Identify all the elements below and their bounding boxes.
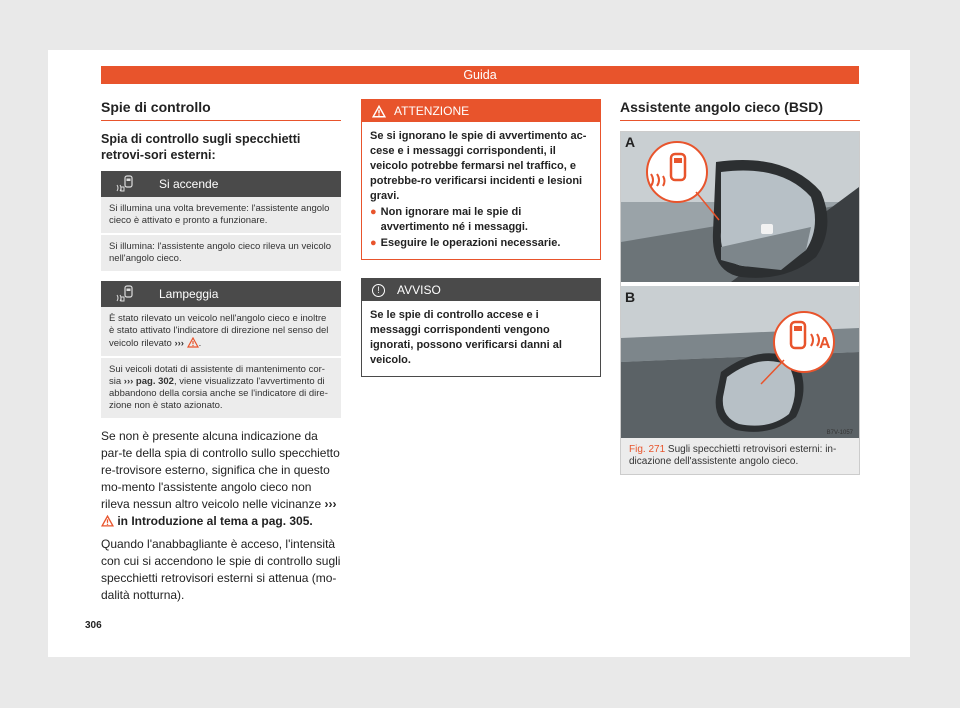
- lamp-row: Si illumina una volta brevemente: l'assistente angolo cieco è attivato e pronto a funzionare.: [101, 197, 341, 233]
- notice-title: AVVISO: [397, 283, 441, 297]
- panel-label-b: B: [625, 289, 636, 305]
- lamp-label-on: Si accende: [159, 177, 219, 191]
- intro-reference-link[interactable]: in Introduzione al tema a pag. 305.: [117, 514, 313, 528]
- figure: [620, 131, 860, 475]
- subheading: Spia di controllo sugli specchietti retrovi-sori esterni:: [101, 132, 301, 162]
- warning-text: Se si ignorano le spie di avvertimento ac-cese e i messaggi corrispondenti, il veicolo potrebbe fermarsi nel traffico, e potrebbe-ro verificarsi incidenti e lesioni gravi.: [370, 130, 587, 202]
- notice-box: [361, 278, 601, 377]
- panel-label-a: A: [625, 134, 636, 150]
- warning-body: [362, 122, 600, 259]
- list-item: ● Eseguire le operazioni necessarie.: [370, 237, 561, 249]
- column-left: [101, 99, 341, 604]
- lamp-label-blink: Lampeggia: [159, 287, 219, 301]
- page-reference-link[interactable]: ››› pag. 302: [123, 376, 174, 387]
- warning-triangle-icon: [372, 105, 386, 118]
- cross-reference[interactable]: ›››: [174, 338, 184, 349]
- blind-spot-lamp-icon: [115, 175, 135, 193]
- lamp-header-blink: [101, 281, 341, 307]
- notice-header: [362, 279, 600, 301]
- warning-box: [361, 99, 601, 260]
- list-item: ● Non ignorare mai le spie di avvertimento né i messaggi.: [370, 206, 528, 233]
- section-title: Assistente angolo cieco (BSD): [620, 99, 860, 121]
- column-middle: [361, 99, 601, 377]
- page-number: 306: [85, 620, 102, 631]
- svg-text:A: A: [819, 335, 831, 352]
- lamp-row: Si illumina: l'assistente angolo cieco rileva un veicolo nell'angolo cieco.: [101, 233, 341, 271]
- notice-text: Se le spie di controllo accese e i messaggi corrispondenti vengono ignorati, possono verificarsi danni al veicolo.: [370, 309, 562, 366]
- chapter-header: Guida: [101, 66, 859, 84]
- figure-number: Fig. 271: [629, 444, 666, 455]
- warning-triangle-icon: [187, 337, 199, 348]
- lamp-row: È stato rilevato un veicolo nell'angolo cieco e inoltre è stato attivato l'indicatore di direzione nel senso del veicolo rilevato ››› .: [101, 307, 341, 356]
- mirror-illustration: [621, 132, 859, 438]
- section-title: Spie di controllo: [101, 99, 341, 121]
- paragraph: Se non è presente alcuna indicazione da par-te della spia di controllo sullo specchietto re-trovisore esterno, significa che in questo mo-mento l'assistente angolo cieco non rileva nessun altro veicolo nelle vicinanze ››› in Introduzione al tema a pag. 305.: [101, 429, 340, 528]
- warning-header: [362, 100, 600, 122]
- info-icon: !: [372, 284, 385, 297]
- blind-spot-lamp-icon: [115, 285, 135, 303]
- warning-triangle-icon: [101, 515, 114, 527]
- lamp-header-on: [101, 171, 341, 197]
- figure-caption: Fig. 271 Sugli specchietti retrovisori esterni: in-dicazione dell'assistente angolo cieco.: [621, 438, 859, 474]
- figure-code: B7V-1057: [826, 430, 853, 436]
- paragraph: Quando l'anabbagliante è acceso, l'intensità con cui si accendono le spie di controllo sugli specchietti retrovisori esterni si attenua (mo-dalità notturna).: [101, 537, 341, 602]
- warning-title: ATTENZIONE: [394, 104, 470, 118]
- cross-reference[interactable]: ›››: [324, 497, 337, 511]
- column-right: [620, 99, 860, 475]
- lamp-row: Sui veicoli dotati di assistente di mantenimento cor-sia ››› pag. 302, viene visualizzato l'avvertimento di abbandono della corsia anche se l'indicatore di dire-zione non è stato azionato.: [101, 356, 341, 418]
